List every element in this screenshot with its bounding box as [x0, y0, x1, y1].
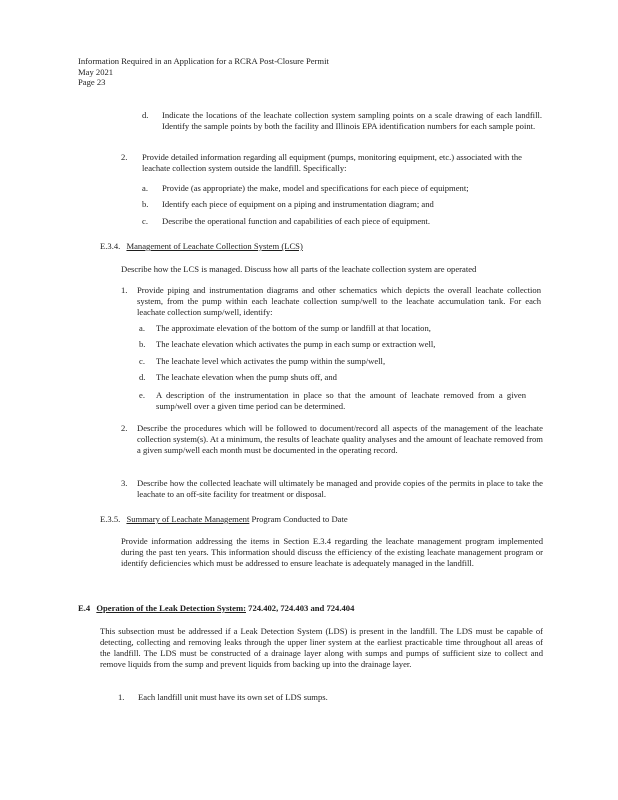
list-item [142, 110, 542, 132]
list-item [139, 323, 539, 334]
list-item [142, 199, 542, 210]
list-marker: b. [142, 199, 149, 209]
list-marker: 2. [121, 152, 128, 162]
list-item-text: The leachate elevation when the pump shuts off, and [156, 372, 337, 382]
list-item-text: The leachate level which activates the pump within the sump/well, [156, 356, 386, 366]
list-item-text: Provide (as appropriate) the make, model and specifications for each piece of equipment; [162, 183, 469, 193]
section-heading-e4 [78, 603, 354, 614]
list-item [121, 152, 541, 174]
section-title-rest: Program Conducted to Date [249, 514, 348, 524]
section-intro: Describe how the LCS is managed. Discuss how all parts of the leachate collection system are operated [121, 264, 477, 274]
list-item-text: Describe the procedures which will be followed to document/record all aspects of the management of the leachate collection system(s). At a minimum, the results of leachate quality analyses and the amount of leachate removed from a given sump/well each month must be documented in the operating record. [137, 423, 543, 455]
header-date: May 2021 [78, 66, 114, 77]
list-marker: a. [139, 323, 145, 333]
section-title: Management of Leachate Collection System (LCS) [126, 241, 303, 251]
list-marker: d. [139, 372, 146, 382]
section-heading-e34 [100, 241, 303, 252]
section-body: This subsection must be addressed if a Leak Detection System (LDS) is present in the landfill. The LDS must be capable of detecting, collecting and removing leaks through the upper liner system at the earliest practicable time throughout all areas of the landfill. The LDS must be constructed of a drainage layer along with sumps and pumps of sufficient size to collect and remove liquids from the sump and prevent liquids from backing up into the drainage layer. [100, 626, 543, 669]
list-item-text: Describe the operational function and capabilities of each piece of equipment. [162, 216, 430, 226]
list-item-text: Each landfill unit must have its own set of LDS sumps. [138, 692, 328, 702]
list-marker: 1. [121, 285, 128, 295]
list-marker: d. [142, 110, 149, 120]
list-item [139, 339, 539, 350]
list-marker: 2. [121, 423, 128, 433]
section-title: Summary of Leachate Management [126, 514, 250, 524]
section-heading-e35 [100, 514, 348, 525]
list-marker: a. [142, 183, 148, 193]
header-title: Information Required in an Application for a RCRA Post-Closure Permit [78, 56, 329, 66]
section-number: E.3.4. [100, 241, 121, 251]
list-marker: b. [139, 339, 146, 349]
section-references: 724.402, 724.403 and 724.404 [246, 603, 355, 613]
list-item [142, 216, 542, 227]
list-item [139, 356, 539, 367]
list-marker: c. [139, 356, 145, 366]
list-marker: 1. [118, 692, 125, 702]
list-item [139, 372, 539, 383]
list-marker: c. [142, 216, 148, 226]
list-item [121, 285, 541, 318]
list-item-text: Describe how the collected leachate will ultimately be managed and provide copies of the permits in place to take the leachate to an off-site facility for treatment or disposal. [137, 478, 543, 499]
list-item-text: Indicate the locations of the leachate collection system sampling points on a scale drawing of each landfill. Identify the sample points by both the facility and Illinois EPA identification numbers for each sample point. [162, 110, 542, 131]
header-page-number: Page 23 [78, 77, 106, 87]
list-item-text: The leachate elevation which activates the pump in each sump or extraction well, [156, 339, 436, 349]
list-item [118, 692, 538, 703]
list-item-text: Identify each piece of equipment on a piping and instrumentation diagram; and [162, 199, 434, 209]
document-header [78, 56, 329, 88]
section-title: Operation of the Leak Detection System: [96, 603, 246, 613]
list-item-text: A description of the instrumentation in place so that the amount of leachate removed from a given sump/well over a given time period can be determined. [156, 390, 526, 411]
list-marker: 3. [121, 478, 128, 488]
list-item [142, 183, 542, 194]
section-number: E.3.5. [100, 514, 121, 524]
list-item [139, 390, 539, 412]
list-marker: e. [139, 390, 145, 400]
section-body: Provide information addressing the items in Section E.3.4 regarding the leachate management program implemented during the past ten years. This information should discuss the efficiency of the existing leachate management program or identify deficiencies which must be addressed to ensure leachate is adequately managed in the landfill. [121, 536, 543, 568]
list-item [121, 423, 543, 456]
section-number: E.4 [78, 603, 91, 613]
list-item [121, 478, 543, 500]
list-item-text: Provide detailed information regarding all equipment (pumps, monitoring equipment, etc.) associated with the leachate collection system outside the landfill. Specifically: [142, 152, 522, 173]
list-item-text: The approximate elevation of the bottom of the sump or landfill at that location, [156, 323, 431, 333]
list-item-text: Provide piping and instrumentation diagrams and other schematics which depicts the overall leachate collection system, from the pump within each leachate collection sump/well to the leachate accumulation tank. For each leachate collection sump/well, identify: [137, 285, 541, 317]
